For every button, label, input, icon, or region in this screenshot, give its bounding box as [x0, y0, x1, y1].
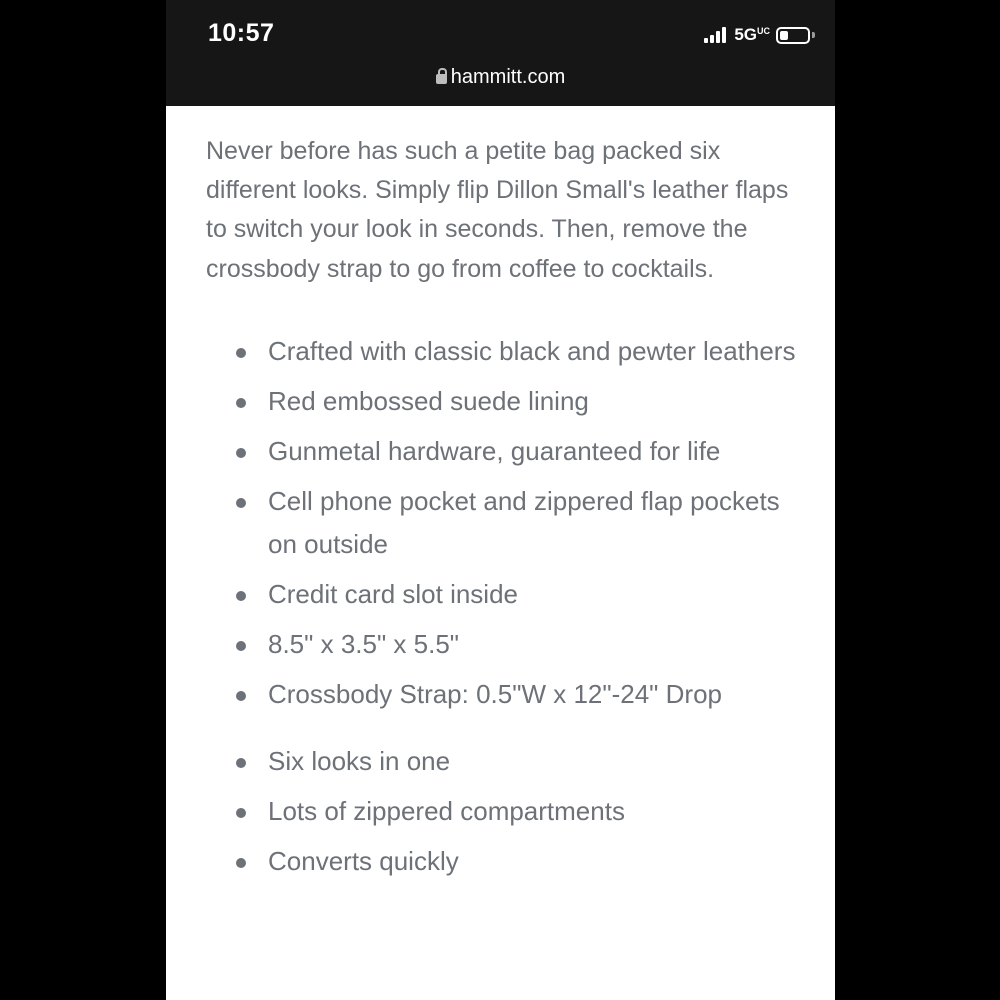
list-item: Red embossed suede lining	[206, 380, 806, 423]
product-description	[206, 132, 806, 890]
phone-screen	[166, 0, 835, 1000]
network-indicator	[734, 25, 770, 45]
status-time: 10:57	[208, 19, 275, 47]
top-bar	[166, 0, 835, 106]
list-item: Crafted with classic black and pewter leathers	[206, 330, 806, 373]
network-label: 5G	[734, 25, 757, 44]
list-item: Converts quickly	[206, 840, 806, 883]
list-item: Cell phone pocket and zippered flap pockets on outside	[206, 480, 806, 566]
url-text: hammitt.com	[450, 66, 566, 88]
battery-cap	[812, 32, 815, 38]
status-icons	[704, 24, 815, 46]
battery-fill	[780, 31, 788, 40]
battery-icon	[776, 27, 810, 44]
signal-icon	[704, 27, 728, 43]
address-bar[interactable]	[166, 66, 835, 89]
extras-list	[206, 740, 806, 883]
list-item: Crossbody Strap: 0.5"W x 12"-24" Drop	[206, 673, 806, 716]
list-item: Credit card slot inside	[206, 573, 806, 616]
list-item: Six looks in one	[206, 740, 806, 783]
list-item: Gunmetal hardware, guaranteed for life	[206, 430, 806, 473]
lock-icon	[436, 74, 447, 84]
list-item: Lots of zippered compartments	[206, 790, 806, 833]
feature-list	[206, 330, 806, 716]
intro-paragraph: Never before has such a petite bag packed six different looks. Simply flip Dillon Small's leather flaps to switch your look in seconds. Then, remove the crossbody strap to go from coffee to cocktails.	[206, 137, 789, 283]
network-sup: UC	[757, 26, 770, 36]
list-item: 8.5" x 3.5" x 5.5"	[206, 623, 806, 666]
